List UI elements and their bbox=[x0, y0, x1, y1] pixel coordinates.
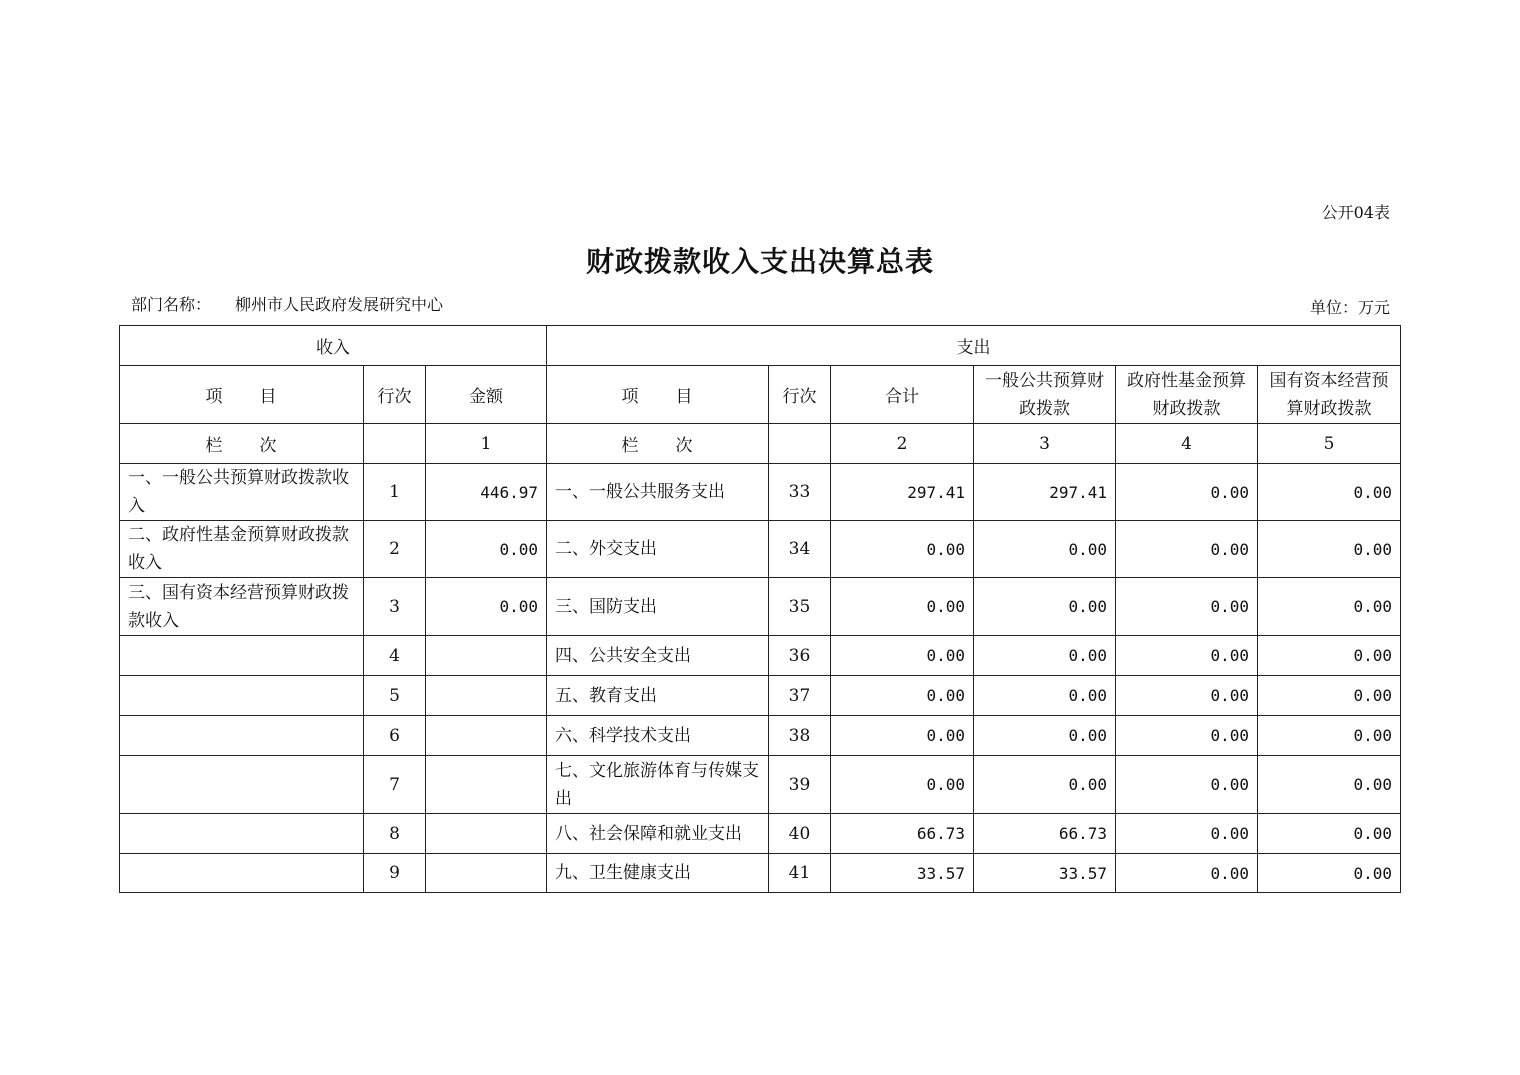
expense-line-cell: 37 bbox=[769, 676, 831, 716]
department-label: 部门名称： bbox=[131, 295, 212, 314]
table-row bbox=[120, 521, 1401, 578]
total-cell: 297.41 bbox=[831, 464, 974, 521]
expense-item-cell: 八、社会保障和就业支出 bbox=[547, 814, 769, 854]
expense-item-cell: 一、一般公共服务支出 bbox=[547, 464, 769, 521]
income-item-header: 项 目 bbox=[120, 366, 364, 424]
general-budget-cell: 0.00 bbox=[974, 756, 1116, 814]
state-capital-cell: 0.00 bbox=[1258, 521, 1401, 578]
general-budget-cell: 0.00 bbox=[974, 521, 1116, 578]
table-row bbox=[120, 676, 1401, 716]
gov-fund-cell: 0.00 bbox=[1116, 756, 1258, 814]
expense-line-cell: 39 bbox=[769, 756, 831, 814]
income-column-label: 栏 次 bbox=[120, 424, 364, 464]
column-number-row bbox=[120, 424, 1401, 464]
income-line-cell: 2 bbox=[364, 521, 426, 578]
income-line-cell: 8 bbox=[364, 814, 426, 854]
gov-fund-cell: 0.00 bbox=[1116, 578, 1258, 636]
income-section-header: 收入 bbox=[120, 326, 547, 366]
income-item-cell bbox=[120, 636, 364, 676]
expense-item-cell: 六、科学技术支出 bbox=[547, 716, 769, 756]
fiscal-summary-table bbox=[119, 325, 1401, 893]
state-capital-cell: 0.00 bbox=[1258, 716, 1401, 756]
gov-fund-cell: 0.00 bbox=[1116, 676, 1258, 716]
column-number-1: 1 bbox=[426, 424, 547, 464]
income-amount-cell bbox=[426, 636, 547, 676]
state-capital-cell: 0.00 bbox=[1258, 676, 1401, 716]
expense-column-label: 栏 次 bbox=[547, 424, 769, 464]
income-item-cell bbox=[120, 716, 364, 756]
total-cell: 33.57 bbox=[831, 854, 974, 893]
total-cell: 0.00 bbox=[831, 521, 974, 578]
income-amount-cell bbox=[426, 814, 547, 854]
income-line-cell: 1 bbox=[364, 464, 426, 521]
income-item-cell bbox=[120, 676, 364, 716]
department-name: 柳州市人民政府发展研究中心 bbox=[235, 295, 444, 314]
department-info bbox=[131, 292, 443, 315]
expense-line-cell: 40 bbox=[769, 814, 831, 854]
expense-item-cell: 五、教育支出 bbox=[547, 676, 769, 716]
table-row bbox=[120, 578, 1401, 636]
column-number-5: 5 bbox=[1258, 424, 1401, 464]
table-row bbox=[120, 814, 1401, 854]
general-budget-cell: 33.57 bbox=[974, 854, 1116, 893]
income-line-cell: 9 bbox=[364, 854, 426, 893]
gov-fund-cell: 0.00 bbox=[1116, 636, 1258, 676]
expense-item-cell: 二、外交支出 bbox=[547, 521, 769, 578]
expense-line-header: 行次 bbox=[769, 366, 831, 424]
gov-fund-cell: 0.00 bbox=[1116, 814, 1258, 854]
general-budget-cell: 0.00 bbox=[974, 578, 1116, 636]
total-cell: 66.73 bbox=[831, 814, 974, 854]
total-cell: 0.00 bbox=[831, 578, 974, 636]
total-header: 合计 bbox=[831, 366, 974, 424]
expense-item-cell: 三、国防支出 bbox=[547, 578, 769, 636]
column-number-4: 4 bbox=[1116, 424, 1258, 464]
column-header-row bbox=[120, 366, 1401, 424]
general-budget-header: 一般公共预算财政拨款 bbox=[974, 366, 1116, 424]
expense-item-cell: 九、卫生健康支出 bbox=[547, 854, 769, 893]
total-cell: 0.00 bbox=[831, 756, 974, 814]
gov-fund-cell: 0.00 bbox=[1116, 464, 1258, 521]
empty-cell bbox=[769, 424, 831, 464]
expense-item-cell: 四、公共安全支出 bbox=[547, 636, 769, 676]
general-budget-cell: 0.00 bbox=[974, 676, 1116, 716]
expense-line-cell: 34 bbox=[769, 521, 831, 578]
income-amount-cell bbox=[426, 716, 547, 756]
income-amount-cell bbox=[426, 854, 547, 893]
total-cell: 0.00 bbox=[831, 636, 974, 676]
income-amount-header: 金额 bbox=[426, 366, 547, 424]
state-capital-cell: 0.00 bbox=[1258, 578, 1401, 636]
gov-fund-cell: 0.00 bbox=[1116, 854, 1258, 893]
income-item-cell bbox=[120, 854, 364, 893]
income-amount-cell: 446.97 bbox=[426, 464, 547, 521]
expense-line-cell: 36 bbox=[769, 636, 831, 676]
form-number: 公开04表 bbox=[1321, 203, 1390, 222]
income-line-cell: 3 bbox=[364, 578, 426, 636]
income-line-cell: 5 bbox=[364, 676, 426, 716]
page-title: 财政拨款收入支出决算总表 bbox=[585, 245, 934, 278]
income-line-cell: 6 bbox=[364, 716, 426, 756]
expense-item-header: 项 目 bbox=[547, 366, 769, 424]
income-amount-cell: 0.00 bbox=[426, 521, 547, 578]
column-number-3: 3 bbox=[974, 424, 1116, 464]
income-line-header: 行次 bbox=[364, 366, 426, 424]
expense-section-header: 支出 bbox=[547, 326, 1401, 366]
table-row bbox=[120, 464, 1401, 521]
expense-line-cell: 35 bbox=[769, 578, 831, 636]
income-amount-cell: 0.00 bbox=[426, 578, 547, 636]
income-line-cell: 4 bbox=[364, 636, 426, 676]
unit-label: 单位：万元 bbox=[1309, 298, 1390, 317]
column-number-2: 2 bbox=[831, 424, 974, 464]
general-budget-cell: 0.00 bbox=[974, 716, 1116, 756]
expense-line-cell: 38 bbox=[769, 716, 831, 756]
section-header-row bbox=[120, 326, 1401, 366]
expense-item-cell: 七、文化旅游体育与传媒支出 bbox=[547, 756, 769, 814]
state-capital-cell: 0.00 bbox=[1258, 756, 1401, 814]
income-item-cell: 一、一般公共预算财政拨款收入 bbox=[120, 464, 364, 521]
income-item-cell bbox=[120, 756, 364, 814]
table-row bbox=[120, 756, 1401, 814]
gov-fund-cell: 0.00 bbox=[1116, 521, 1258, 578]
state-capital-cell: 0.00 bbox=[1258, 636, 1401, 676]
general-budget-cell: 66.73 bbox=[974, 814, 1116, 854]
expense-line-cell: 41 bbox=[769, 854, 831, 893]
state-capital-header: 国有资本经营预算财政拨款 bbox=[1258, 366, 1401, 424]
gov-fund-header: 政府性基金预算财政拨款 bbox=[1116, 366, 1258, 424]
table-row bbox=[120, 716, 1401, 756]
income-item-cell bbox=[120, 814, 364, 854]
empty-cell bbox=[364, 424, 426, 464]
income-amount-cell bbox=[426, 756, 547, 814]
general-budget-cell: 0.00 bbox=[974, 636, 1116, 676]
expense-line-cell: 33 bbox=[769, 464, 831, 521]
state-capital-cell: 0.00 bbox=[1258, 464, 1401, 521]
income-item-cell: 三、国有资本经营预算财政拨款收入 bbox=[120, 578, 364, 636]
income-line-cell: 7 bbox=[364, 756, 426, 814]
income-item-cell: 二、政府性基金预算财政拨款收入 bbox=[120, 521, 364, 578]
state-capital-cell: 0.00 bbox=[1258, 814, 1401, 854]
gov-fund-cell: 0.00 bbox=[1116, 716, 1258, 756]
table-row bbox=[120, 854, 1401, 893]
state-capital-cell: 0.00 bbox=[1258, 854, 1401, 893]
total-cell: 0.00 bbox=[831, 676, 974, 716]
income-amount-cell bbox=[426, 676, 547, 716]
total-cell: 0.00 bbox=[831, 716, 974, 756]
table-row bbox=[120, 636, 1401, 676]
general-budget-cell: 297.41 bbox=[974, 464, 1116, 521]
